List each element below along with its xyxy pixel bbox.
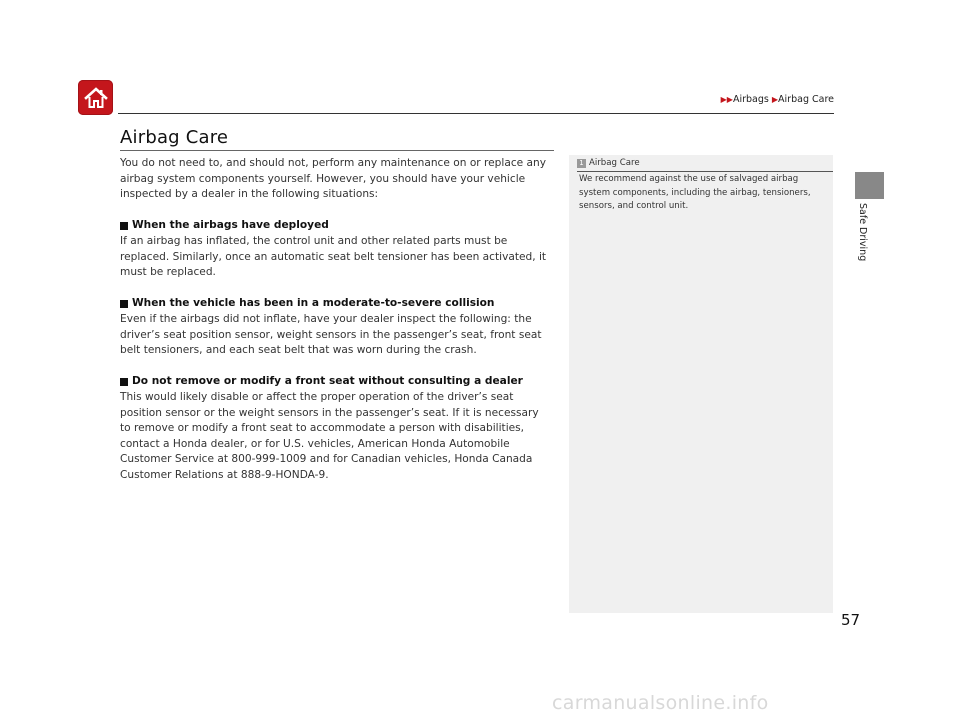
breadcrumb-item-airbags[interactable]: Airbags bbox=[732, 94, 769, 105]
section-heading: When the airbags have deployed bbox=[120, 218, 552, 234]
double-triangle-arrow-icon: ▶▶ bbox=[720, 95, 733, 104]
breadcrumb bbox=[712, 94, 834, 105]
sidebar-body bbox=[579, 173, 827, 214]
sidebar-heading bbox=[577, 158, 640, 168]
sidebar-note bbox=[569, 155, 833, 613]
breadcrumb-item-airbag-care[interactable]: Airbag Care bbox=[778, 94, 834, 105]
main-content bbox=[120, 156, 552, 483]
home-icon bbox=[83, 86, 109, 110]
sidebar-paragraph: We recommend against the use of salvaged airbag system components, including the airbag, tensioners, sensors, and control unit. bbox=[579, 174, 811, 211]
square-bullet-icon bbox=[120, 300, 128, 308]
title-rule bbox=[120, 150, 554, 151]
square-bullet-icon bbox=[120, 222, 128, 230]
intro-paragraph: You do not need to, and should not, perform any maintenance on or replace any airbag system components yourself. However, you should have your vehicle inspected by a dealer in the following situations: bbox=[120, 157, 547, 201]
sidebar-heading-text[interactable]: Airbag Care bbox=[589, 158, 640, 168]
section-heading: Do not remove or modify a front seat without consulting a dealer bbox=[120, 374, 552, 390]
watermark: carmanualsonline.info bbox=[552, 692, 769, 714]
sidebar-rule bbox=[577, 171, 833, 172]
chapter-tab-label: Safe Driving bbox=[857, 203, 868, 262]
header-rule bbox=[118, 113, 834, 114]
square-bullet-icon bbox=[120, 378, 128, 386]
chapter-tab[interactable] bbox=[855, 172, 884, 199]
section-body: This would likely disable or affect the proper operation of the driver’s seat position sensor or the weight sensors in the passenger’s seat. If it is necessary to remove or modify a front seat to accommodate a person with disabilities, contact a Honda dealer, or for U.S. vehicles, American Honda Automobile Customer Service at 800-999-1009 and for Canadian vehicles, Honda Canada Customer Relations at 888-9-HONDA-9. bbox=[120, 390, 539, 481]
triangle-arrow-icon: ▶ bbox=[771, 95, 779, 104]
section-body: If an airbag has inflated, the control unit and other related parts must be replaced. Similarly, once an automatic seat belt tensioner has been activated, it must be replaced. bbox=[120, 234, 547, 279]
home-button[interactable] bbox=[78, 80, 113, 115]
page-title: Airbag Care bbox=[120, 127, 229, 148]
page-number: 57 bbox=[841, 611, 861, 629]
note-number-badge: 1 bbox=[577, 159, 586, 168]
section-heading: When the vehicle has been in a moderate-to-severe collision bbox=[120, 296, 552, 312]
section-body: Even if the airbags did not inflate, have your dealer inspect the following: the driver’s seat position sensor, weight sensors in the passenger’s seat, front seat belt tensioners, and each seat belt that was worn during the crash. bbox=[120, 312, 542, 357]
